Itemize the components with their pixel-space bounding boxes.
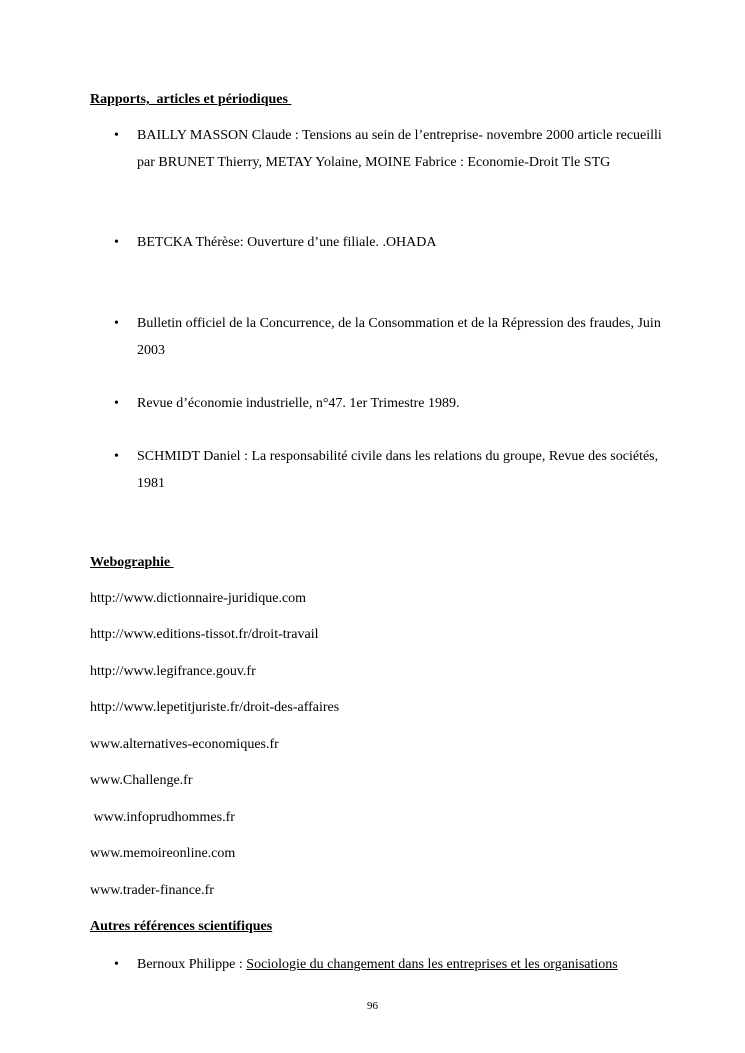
list-item <box>90 391 670 418</box>
section-heading-webography: Webographie <box>90 555 174 570</box>
bullet-icon: • <box>114 128 119 143</box>
web-link[interactable]: www.memoireonline.com <box>90 846 236 861</box>
web-link[interactable]: http://www.legifrance.gouv.fr <box>90 664 256 679</box>
list-item <box>90 123 670 176</box>
reference-title: Sociologie du changement dans les entreprises et les organisations <box>246 957 618 972</box>
section-heading-other-references: Autres références scientifiques <box>90 919 273 934</box>
page-number: 96 <box>367 1000 378 1012</box>
list-item <box>90 230 670 257</box>
section-heading-reports: Rapports, articles et périodiques <box>90 92 292 107</box>
reference-text <box>137 952 680 979</box>
reference-text: SCHMIDT Daniel : La responsabilité civile dans les relations du groupe, Revue des sociétés, 1981 <box>137 449 659 491</box>
web-link[interactable]: http://www.lepetitjuriste.fr/droit-des-affaires <box>90 700 340 715</box>
bullet-icon: • <box>114 235 119 250</box>
list-item <box>90 444 670 497</box>
bullet-icon: • <box>114 396 119 411</box>
reference-text: BETCKA Thérèse: Ouverture d’une filiale. .OHADA <box>137 235 437 250</box>
web-link[interactable]: www.infoprudhommes.fr <box>90 810 235 825</box>
reference-text: Revue d’économie industrielle, n°47. 1er Trimestre 1989. <box>137 396 460 411</box>
reference-text: Bulletin officiel de la Concurrence, de la Consommation et de la Répression des fraudes, Juin 2003 <box>137 316 661 358</box>
web-link[interactable]: www.trader-finance.fr <box>90 883 214 898</box>
reference-text: BAILLY MASSON Claude : Tensions au sein de l’entreprise- novembre 2000 article recueilli par BRUNET Thierry, METAY Yolaine, MOINE Fabrice : Economie-Droit Tle STG <box>137 128 662 170</box>
web-link[interactable]: http://www.dictionnaire-juridique.com <box>90 591 307 606</box>
web-link[interactable]: www.Challenge.fr <box>90 773 193 788</box>
list-item <box>90 311 670 364</box>
web-link[interactable]: www.alternatives-economiques.fr <box>90 737 279 752</box>
list-item <box>90 952 680 979</box>
reference-author: Bernoux Philippe : <box>137 957 247 972</box>
bullet-icon: • <box>114 449 119 464</box>
web-link[interactable]: http://www.editions-tissot.fr/droit-travail <box>90 627 319 642</box>
bullet-icon: • <box>114 316 119 331</box>
bullet-icon: • <box>114 957 119 972</box>
